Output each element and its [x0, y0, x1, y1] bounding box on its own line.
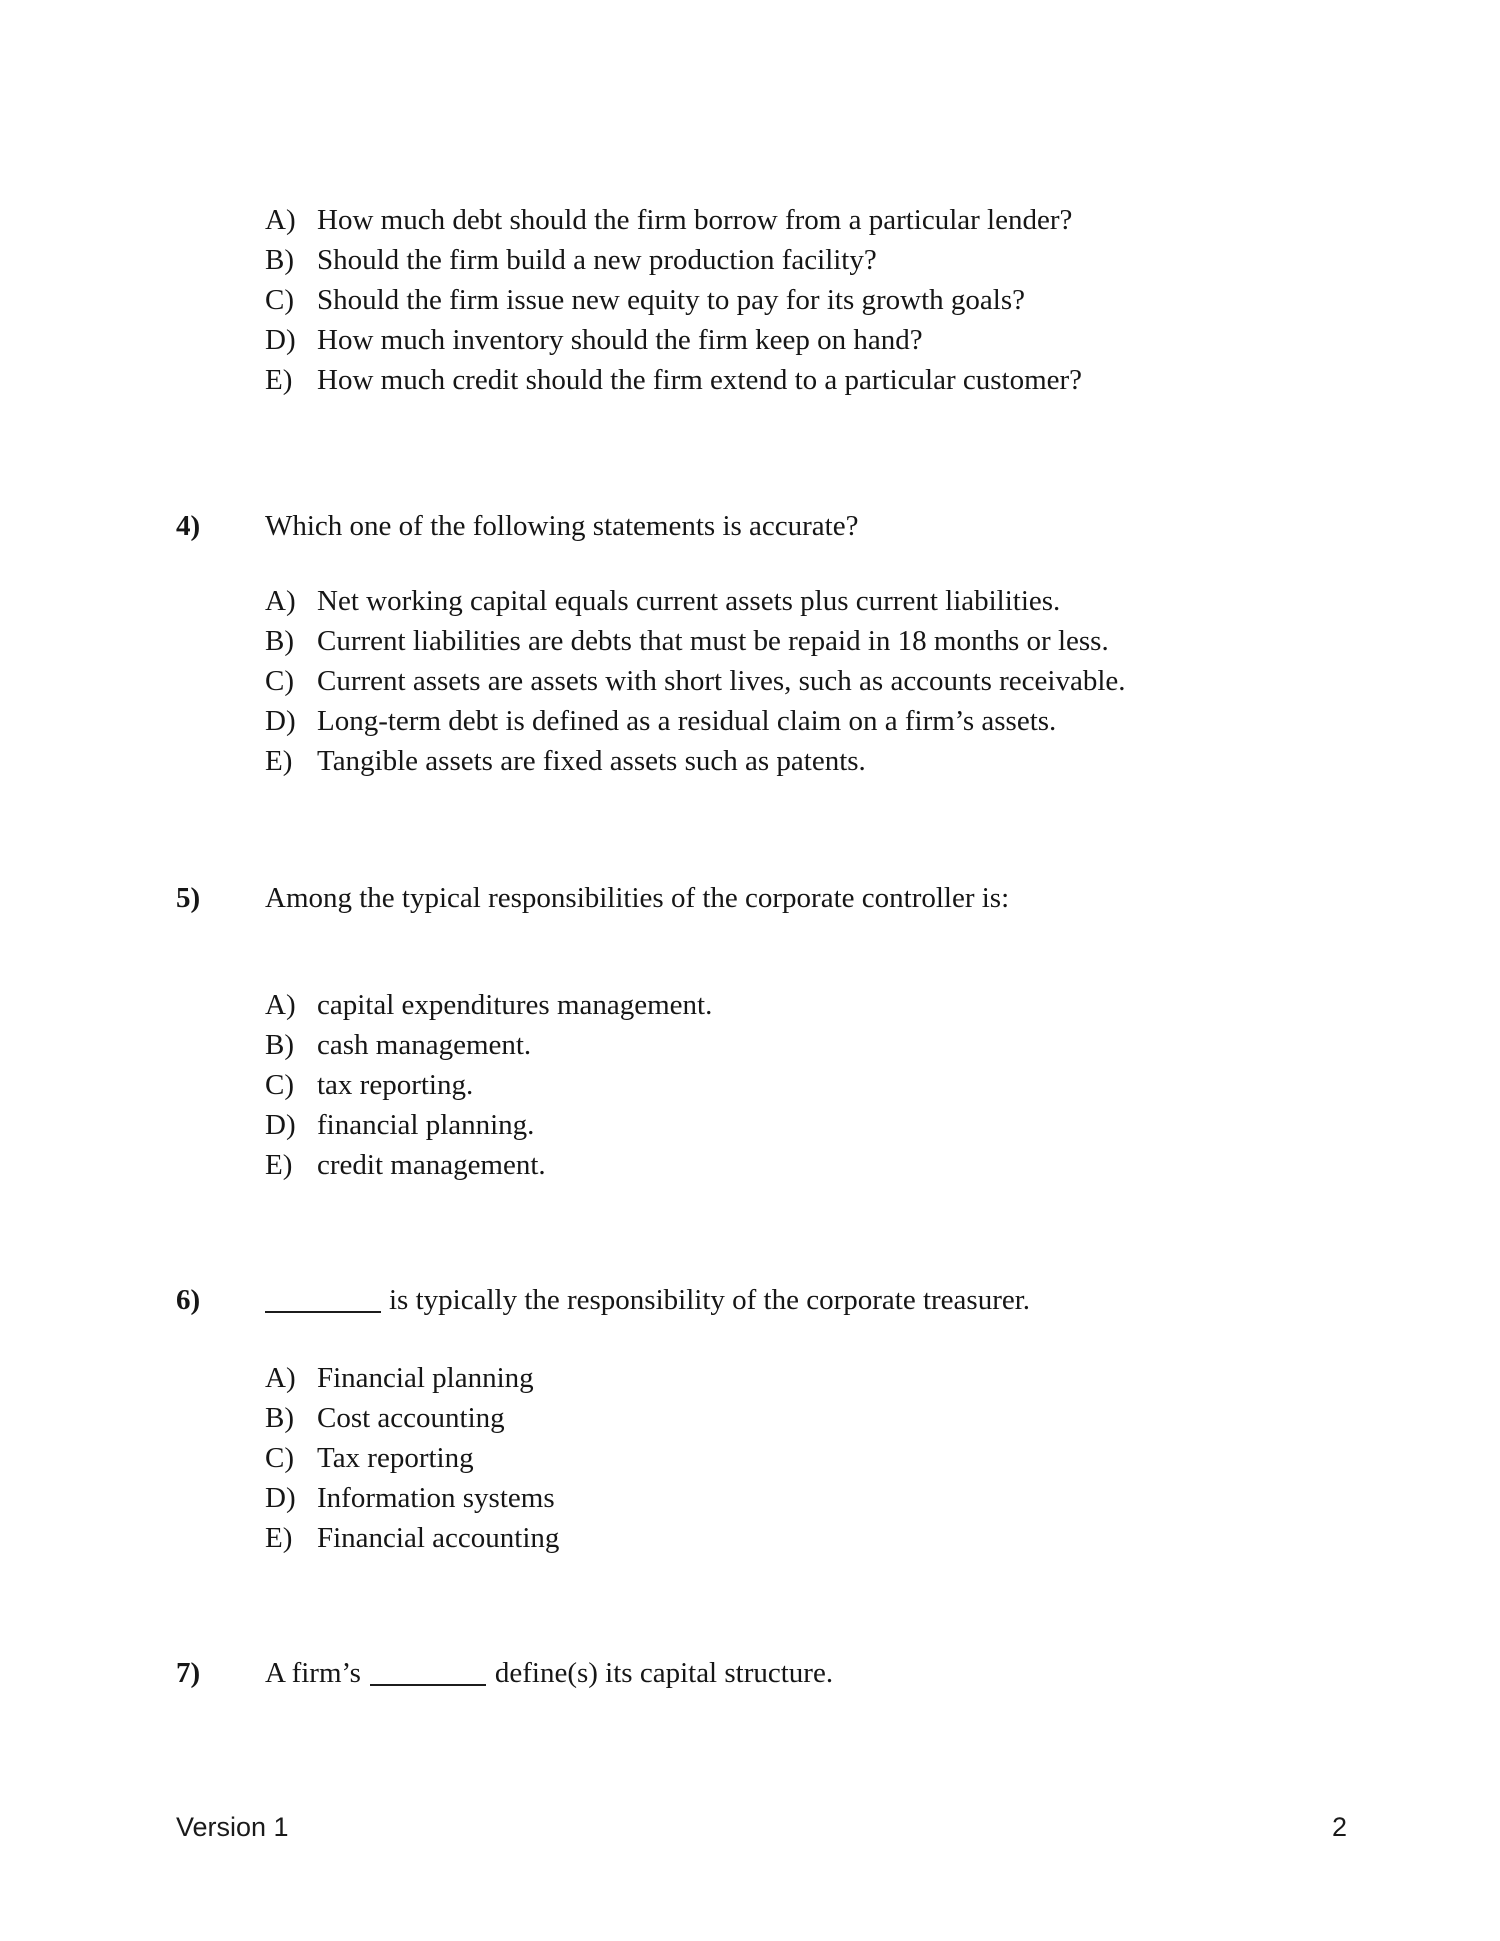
- question-text: is typically the responsibility of the corporate treasurer.: [389, 1284, 1031, 1316]
- option-text: credit management.: [317, 1149, 546, 1181]
- question-number: 6): [176, 1284, 201, 1316]
- option-text: Information systems: [317, 1482, 555, 1514]
- option-row: [265, 1065, 712, 1105]
- option-text: How much debt should the firm borrow from a particular lender?: [317, 204, 1073, 236]
- option-letter: D): [265, 324, 296, 356]
- option-letter: B): [265, 1029, 294, 1061]
- option-text: capital expenditures management.: [317, 989, 713, 1021]
- option-letter: B): [265, 244, 294, 276]
- option-text: Should the firm build a new production facility?: [317, 244, 877, 276]
- option-row: [265, 701, 1126, 741]
- question-4-options: [265, 581, 1126, 781]
- option-letter: C): [265, 1442, 294, 1474]
- question-number: 7): [176, 1657, 201, 1689]
- option-letter: B): [265, 1402, 294, 1434]
- option-letter: C): [265, 284, 294, 316]
- option-letter: D): [265, 705, 296, 737]
- answer-blank: [370, 1681, 486, 1686]
- question-4: [176, 506, 858, 546]
- option-letter: E): [265, 364, 293, 396]
- option-row: [265, 1145, 712, 1185]
- option-text: Current assets are assets with short lives, such as accounts receivable.: [317, 665, 1126, 697]
- option-row: [265, 1358, 559, 1398]
- option-text: Tangible assets are fixed assets such as patents.: [317, 745, 866, 777]
- option-text: How much inventory should the firm keep on hand?: [317, 324, 923, 356]
- option-text: tax reporting.: [317, 1069, 474, 1101]
- option-text: cash management.: [317, 1029, 532, 1061]
- option-text: Financial planning: [317, 1362, 534, 1394]
- option-text: Net working capital equals current assets plus current liabilities.: [317, 585, 1061, 617]
- option-text: financial planning.: [317, 1109, 535, 1141]
- footer-version-label: Version 1: [176, 1812, 289, 1842]
- option-row: [265, 320, 1082, 360]
- option-text: Long-term debt is defined as a residual claim on a firm’s assets.: [317, 705, 1057, 737]
- option-text: Tax reporting: [317, 1442, 474, 1474]
- question-5-options: [265, 985, 712, 1185]
- option-letter: E): [265, 1522, 293, 1554]
- option-row: [265, 280, 1082, 320]
- question-number: 4): [176, 510, 201, 542]
- option-text: Should the firm issue new equity to pay for its growth goals?: [317, 284, 1025, 316]
- option-letter: A): [265, 585, 296, 617]
- option-letter: D): [265, 1109, 296, 1141]
- option-letter: B): [265, 625, 294, 657]
- option-row: [265, 1478, 559, 1518]
- option-text: Cost accounting: [317, 1402, 505, 1434]
- question-text: Among the typical responsibilities of the corporate controller is:: [265, 882, 1010, 914]
- option-row: [265, 1398, 559, 1438]
- option-row: [265, 240, 1082, 280]
- question-7: [176, 1653, 833, 1693]
- option-letter: E): [265, 1149, 293, 1181]
- question-6: [176, 1280, 1030, 1320]
- option-letter: C): [265, 665, 294, 697]
- question-text-before-blank: A firm’s: [265, 1657, 361, 1689]
- option-row: [265, 1518, 559, 1558]
- question-3-options: [265, 200, 1082, 400]
- option-row: [265, 741, 1126, 781]
- question-number: 5): [176, 882, 201, 914]
- question-5: [176, 878, 1009, 918]
- question-6-options: [265, 1358, 559, 1558]
- option-text: How much credit should the firm extend to a particular customer?: [317, 364, 1083, 396]
- option-letter: E): [265, 745, 293, 777]
- option-row: [265, 985, 712, 1025]
- option-row: [265, 1105, 712, 1145]
- option-letter: C): [265, 1069, 294, 1101]
- option-row: [265, 1438, 559, 1478]
- option-row: [265, 621, 1126, 661]
- answer-blank: [265, 1308, 381, 1313]
- option-row: [265, 360, 1082, 400]
- option-letter: A): [265, 204, 296, 236]
- option-letter: A): [265, 1362, 296, 1394]
- option-letter: D): [265, 1482, 296, 1514]
- question-text-after-blank: define(s) its capital structure.: [494, 1657, 834, 1689]
- option-text: Current liabilities are debts that must be repaid in 18 months or less.: [317, 625, 1109, 657]
- option-text: Financial accounting: [317, 1522, 560, 1554]
- option-letter: A): [265, 989, 296, 1021]
- footer-page-number: 2: [1332, 1812, 1348, 1842]
- option-row: [265, 581, 1126, 621]
- option-row: [265, 1025, 712, 1065]
- option-row: [265, 200, 1082, 240]
- option-row: [265, 661, 1126, 701]
- question-text: Which one of the following statements is accurate?: [265, 510, 859, 542]
